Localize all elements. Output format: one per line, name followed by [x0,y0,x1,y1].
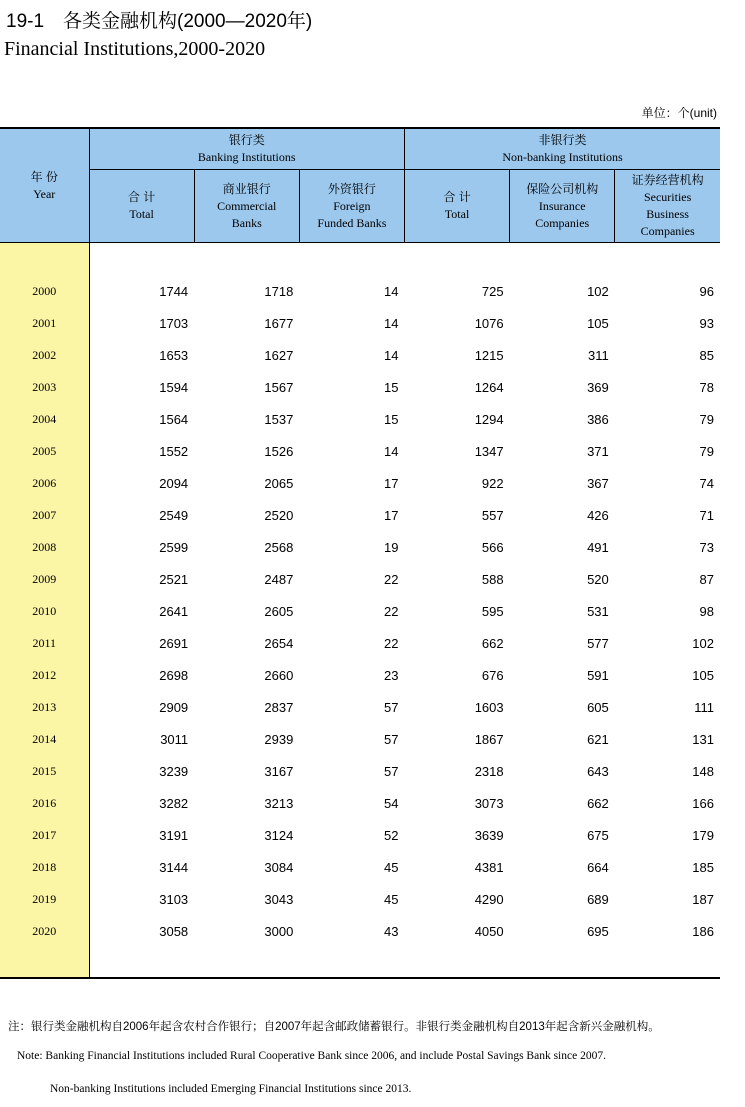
cell-insurance: 386 [587,411,609,427]
cell-bank-total: 3103 [159,891,189,907]
cell-securities: 98 [699,603,714,619]
cell-nb-total: 1867 [474,731,504,747]
cell-foreign: 57 [384,763,399,779]
cell-insurance: 662 [587,795,609,811]
header-nb-total [404,170,509,243]
table-row [0,883,720,915]
table-row [0,659,720,691]
cell-securities: 79 [699,443,714,459]
cell-securities: 96 [699,283,714,299]
cell-bank-total: 2698 [159,667,189,683]
cell-nb-total: 3639 [474,827,504,843]
cell-insurance: 664 [587,859,609,875]
table-row [0,307,720,339]
cell-nb-total: 595 [481,603,504,619]
header-securities-cn: 证券经营机构 [631,173,704,187]
table-spacer-row [0,243,720,276]
cell-insurance: 102 [587,283,609,299]
table-row [0,787,720,819]
cell-insurance: 689 [587,891,609,907]
cell-insurance: 643 [587,763,609,779]
header-year [0,128,89,243]
cell-commercial: 2568 [264,539,294,555]
cell-insurance: 491 [587,539,609,555]
header-insurance-cn: 保险公司机构 [526,181,599,196]
cell-insurance: 520 [587,571,609,587]
table-row [0,595,720,627]
cell-securities: 78 [699,379,714,395]
header-insurance [510,170,615,243]
cell-insurance: 621 [587,731,609,747]
table-row [0,691,720,723]
cell-year: 2019 [0,883,89,915]
cell-year: 2013 [0,691,89,723]
cell-nb-total: 1264 [474,379,504,395]
table-row [0,339,720,371]
table-row [0,499,720,531]
header-securities-en2: Business [646,207,689,221]
cell-foreign: 17 [384,507,399,523]
header-commercial-en1: Commercial [217,198,277,213]
cell-securities: 102 [692,635,714,651]
cell-bank-total: 3011 [160,731,189,747]
header-banking-en: Banking Institutions [197,150,296,164]
cell-bank-total: 1552 [159,443,189,459]
cell-securities: 179 [692,827,714,843]
cell-bank-total: 2549 [159,507,189,523]
header-bank-total-cn: 合 计 [127,190,156,204]
cell-nb-total: 1076 [474,315,504,331]
header-commercial [194,170,299,243]
cell-bank-total: 1564 [159,411,189,427]
cell-commercial: 3000 [264,923,294,939]
cell-year: 2011 [0,627,89,659]
header-nb-total-en: Total [444,207,470,221]
table-row [0,563,720,595]
cell-foreign: 19 [384,539,399,555]
header-bank-total [89,170,194,243]
cell-securities: 71 [699,507,714,523]
cell-insurance: 577 [587,635,609,651]
header-banking [89,128,404,170]
header-year-cn: 年 份 [30,169,58,184]
table-row [0,435,720,467]
data-table-container [0,127,720,979]
cell-commercial: 2520 [264,507,294,523]
cell-insurance: 367 [587,475,609,491]
header-nonbanking-en: Non-banking Institutions [502,150,623,164]
cell-foreign: 57 [384,731,399,747]
cell-year: 2000 [0,275,89,307]
cell-year: 2007 [0,499,89,531]
cell-commercial: 3124 [264,827,294,843]
table-row [0,819,720,851]
cell-year: 2016 [0,787,89,819]
cell-bank-total: 3144 [159,859,189,875]
cell-foreign: 57 [384,699,399,715]
cell-nb-total: 1215 [474,347,504,363]
header-insurance-en2: Companies [535,215,590,230]
cell-insurance: 675 [587,827,609,843]
cell-foreign: 22 [384,603,399,619]
table-row [0,371,720,403]
cell-commercial: 2605 [264,603,294,619]
cell-nb-total: 1347 [474,443,504,459]
cell-securities: 185 [692,859,714,875]
cell-year: 2017 [0,819,89,851]
page-title-en: Financial Institutions,2000-2020 [4,38,266,60]
cell-nb-total: 557 [481,507,504,523]
header-nonbanking [404,128,720,170]
table-body [0,243,720,979]
cell-bank-total: 2641 [159,603,189,619]
cell-bank-total: 3058 [159,923,189,939]
cell-securities: 87 [699,571,714,587]
table-row [0,467,720,499]
cell-foreign: 14 [384,283,399,299]
cell-bank-total: 3239 [159,763,189,779]
cell-nb-total: 1603 [474,699,504,715]
cell-foreign: 54 [384,795,399,811]
cell-year: 2008 [0,531,89,563]
cell-year: 2005 [0,435,89,467]
cell-commercial: 3213 [264,795,294,811]
page-title-cn: 19-1 各类金融机构(2000—2020年) [6,11,313,32]
cell-nb-total: 2318 [474,763,504,779]
cell-insurance: 695 [587,923,609,939]
cell-bank-total: 2094 [159,475,189,491]
header-insurance-en1: Insurance [538,198,586,213]
cell-commercial: 1627 [264,347,294,363]
cell-foreign: 14 [384,315,399,331]
cell-commercial: 1677 [264,315,294,331]
cell-foreign: 45 [384,859,399,875]
cell-year: 2018 [0,851,89,883]
cell-nb-total: 662 [481,635,504,651]
cell-commercial: 2487 [264,571,294,587]
header-commercial-en2: Banks [231,215,262,230]
table-row [0,403,720,435]
cell-nb-total: 1294 [474,411,504,427]
cell-year: 2015 [0,755,89,787]
cell-commercial: 1567 [264,379,294,395]
cell-bank-total: 3191 [159,827,189,843]
table-header [0,128,720,243]
table-row [0,723,720,755]
header-securities-en3: Companies [640,224,695,238]
cell-bank-total: 1703 [159,315,189,331]
cell-securities: 79 [699,411,714,427]
cell-foreign: 17 [384,475,399,491]
table-row [0,915,720,947]
header-foreign-en1: Foreign [333,198,371,213]
table-row [0,275,720,307]
cell-commercial: 2065 [264,475,294,491]
cell-foreign: 15 [384,411,399,427]
cell-foreign: 22 [384,571,399,587]
cell-securities: 93 [699,315,714,331]
cell-insurance: 105 [587,315,609,331]
cell-nb-total: 566 [481,539,504,555]
cell-nb-total: 4050 [474,923,504,939]
cell-foreign: 22 [384,635,399,651]
cell-insurance: 605 [587,699,609,715]
cell-securities: 166 [692,795,714,811]
header-foreign-en2: Funded Banks [317,215,387,230]
header-year-en: Year [33,186,56,201]
cell-securities: 73 [699,539,714,555]
cell-commercial: 1526 [264,443,294,459]
cell-foreign: 23 [384,667,399,683]
cell-securities: 148 [692,763,714,779]
table-row [0,755,720,787]
cell-securities: 187 [692,891,714,907]
cell-bank-total: 2691 [159,635,189,651]
cell-insurance: 371 [587,443,609,459]
unit-label: 单位：个(unit) [641,106,717,120]
cell-year: 2009 [0,563,89,595]
cell-foreign: 52 [384,827,399,843]
financial-institutions-table [0,127,720,979]
cell-commercial: 2654 [264,635,294,651]
cell-securities: 111 [694,699,714,715]
table-row [0,531,720,563]
note-en-1: Note: Banking Financial Institutions included Rural Cooperative Bank since 2006, and include Postal Savings Bank since 2007. [17,1050,606,1062]
cell-bank-total: 2599 [159,539,189,555]
cell-year: 2004 [0,403,89,435]
header-foreign-cn: 外资银行 [327,181,376,196]
note-cn: 注：银行类金融机构自2006年起含农村合作银行；自2007年起含邮政储蓄银行。非银行类金融机构自2013年起含新兴金融机构。 [8,1021,660,1033]
header-bank-total-en: Total [129,207,154,221]
cell-foreign: 14 [384,347,399,363]
cell-insurance: 531 [587,603,609,619]
cell-insurance: 369 [587,379,609,395]
cell-bank-total: 1744 [159,283,189,299]
cell-nb-total: 3073 [474,795,504,811]
cell-securities: 74 [699,475,714,491]
cell-commercial: 1537 [264,411,294,427]
cell-bank-total: 2521 [159,571,189,587]
cell-year: 2003 [0,371,89,403]
cell-bank-total: 1653 [159,347,189,363]
cell-nb-total: 588 [481,571,504,587]
cell-commercial: 2837 [264,699,294,715]
header-securities [615,170,720,243]
cell-bank-total: 2909 [159,699,189,715]
cell-securities: 85 [699,347,714,363]
cell-year: 2012 [0,659,89,691]
header-banking-cn: 银行类 [228,133,265,147]
cell-insurance: 591 [587,667,609,683]
cell-nb-total: 676 [481,667,504,683]
cell-insurance: 426 [587,507,609,523]
cell-securities: 105 [692,667,714,683]
table-row [0,627,720,659]
cell-foreign: 14 [384,443,399,459]
cell-bank-total: 3282 [159,795,189,811]
cell-commercial: 3167 [264,763,294,779]
cell-foreign: 15 [384,379,399,395]
cell-nb-total: 4381 [474,859,504,875]
cell-commercial: 3084 [264,859,294,875]
cell-nb-total: 922 [481,475,504,491]
header-foreign [299,170,404,243]
cell-year: 2001 [0,307,89,339]
cell-nb-total: 725 [481,283,504,299]
header-nonbanking-cn: 非银行类 [538,133,587,147]
cell-nb-total: 4290 [474,891,504,907]
cell-commercial: 1718 [264,283,294,299]
cell-bank-total: 1594 [159,379,189,395]
cell-year: 2006 [0,467,89,499]
cell-year: 2010 [0,595,89,627]
cell-commercial: 2660 [264,667,294,683]
note-en-2: Non-banking Institutions included Emerging Financial Institutions since 2013. [50,1083,412,1095]
cell-commercial: 3043 [264,891,294,907]
cell-foreign: 45 [384,891,399,907]
cell-year: 2020 [0,915,89,947]
cell-foreign: 43 [384,923,399,939]
header-nb-total-cn: 合 计 [443,190,471,204]
cell-year: 2002 [0,339,89,371]
header-securities-en1: Securities [643,190,692,204]
cell-securities: 131 [692,731,714,747]
table-end-row [0,947,720,978]
cell-securities: 186 [692,923,714,939]
cell-year: 2014 [0,723,89,755]
header-commercial-cn: 商业银行 [222,181,271,196]
cell-commercial: 2939 [264,731,294,747]
cell-insurance: 311 [588,347,609,363]
table-row [0,851,720,883]
